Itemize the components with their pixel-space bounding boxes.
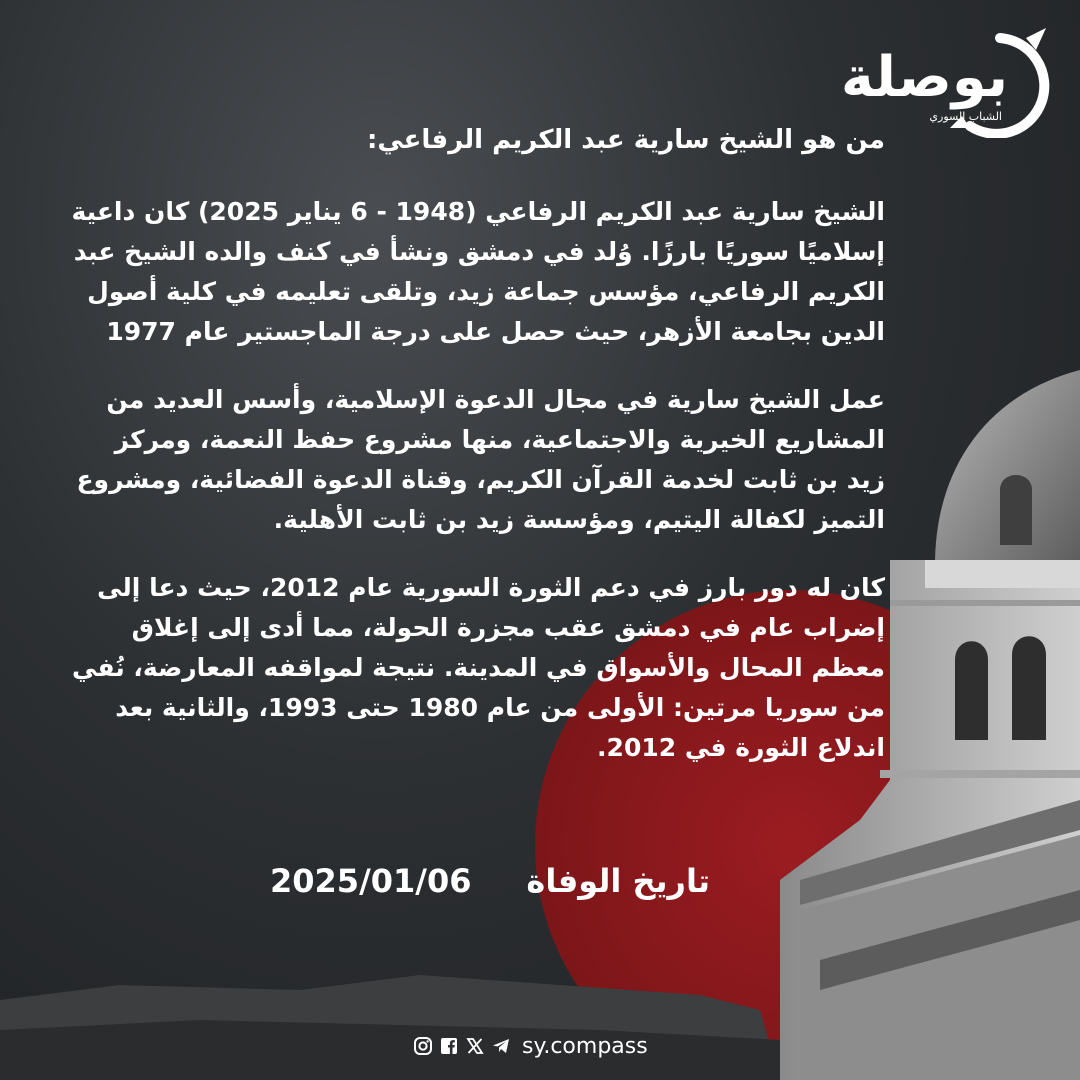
death-date-label: تاريخ الوفاة [526, 862, 710, 900]
social-footer [412, 1030, 648, 1062]
instagram-icon[interactable] [412, 1035, 434, 1057]
article-paragraph: كان له دور بارز في دعم الثورة السورية عام 2012، حيث دعا إلى إضراب عام في دمشق عقب مجزرة الحولة، مما أدى إلى إغلاق معظم المحال والأسواق في المدينة. نتيجة لمواقفه المعارضة، نُفي من سوريا مرتين: الأولى من عام 1980 حتى 1993، والثانية بعد اندلاع الثورة في 2012. [72, 573, 885, 762]
telegram-icon[interactable] [490, 1035, 512, 1057]
article-body [70, 120, 885, 768]
facebook-icon[interactable] [438, 1035, 460, 1057]
social-handle[interactable]: sy.compass [522, 1033, 648, 1059]
x-icon[interactable] [464, 1035, 486, 1057]
death-date-value: 2025/01/06 [270, 862, 472, 900]
article-paragraph: عمل الشيخ سارية في مجال الدعوة الإسلامية، وأسس العديد من المشاريع الخيرية والاجتماعية، منها مشروع حفظ النعمة، ومركز زيد بن ثابت لخدمة القرآن الكريم، وقناة الدعوة الفضائية، ومشروع التميز لكفالة اليتيم، ومؤسسة زيد بن ثابت الأهلية. [76, 385, 885, 534]
article-heading: من هو الشيخ سارية عبد الكريم الرفاعي: [366, 125, 885, 155]
death-date-row [270, 862, 710, 912]
brand-tagline: الشباب السوري [929, 110, 1002, 123]
brand-wordmark: بوصلة [840, 45, 1008, 110]
article-paragraph: الشيخ سارية عبد الكريم الرفاعي (1948 - 6 يناير 2025) كان داعية إسلاميًا سوريًا بارزًا. وُلد في دمشق ونشأ في كنف والده الشيخ عبد الكريم الرفاعي، مؤسس جماعة زيد، وتلقى تعليمه في كلية أصول الدين بجامعة الأزهر، حيث حصل على درجة الماجستير عام 1977 [71, 197, 885, 346]
